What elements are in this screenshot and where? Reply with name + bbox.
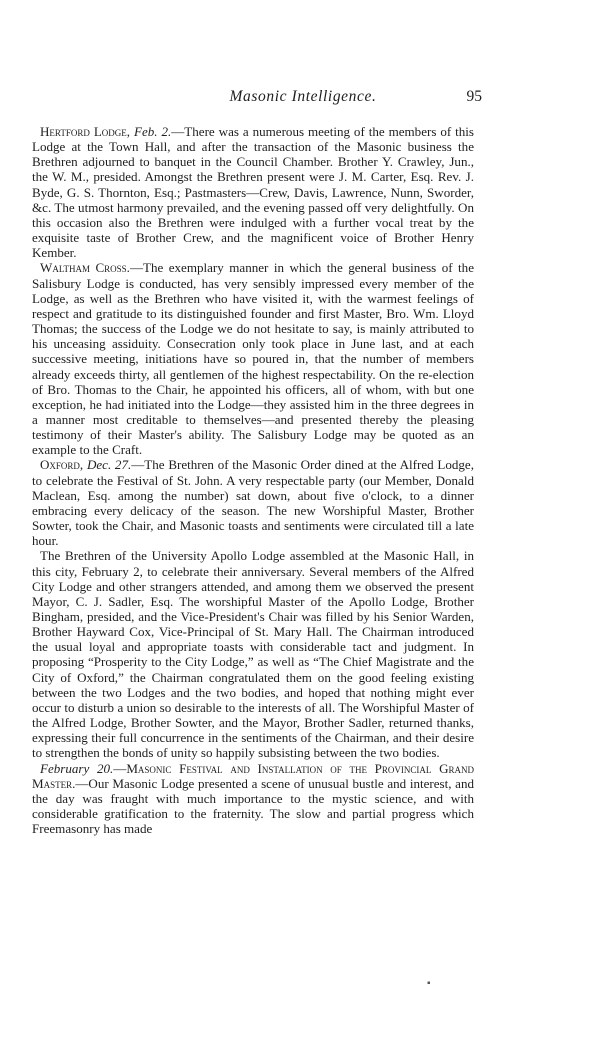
paragraph-festival: [32, 761, 474, 837]
date: Feb. 2.: [133, 124, 172, 139]
running-title: Masonic Intelligence.: [229, 88, 377, 105]
paragraph-hertford: [32, 124, 474, 260]
paragraph-text: —Our Masonic Lodge presented a scene of unusual bustle and interest, and the day was fraught with much importance to the mystic science, and with considerable gratification to the fraternity. The slow and partial progress which Freemasonry has made: [32, 775, 474, 837]
place-heading: Hertford Lodge,: [40, 124, 131, 139]
date: Dec. 27.: [86, 457, 132, 473]
paragraph-text: —The exemplary manner in which the general business of the Salisbury Lodge is conducted, has very sensibly impressed every member of the Lodge, as well as the Brethren who have visited it, with the warmest feelings of respect and gratitude to its distinguished founder and first Master, Bro. Wm. Lloyd Thomas; the success of the Lodge we do not hesitate to say, is mainly attributed to his unceasing assiduity. Consecration only took place in June last, and at each successive meeting, initiations have so poured in, that the number of members already exceeds thirty, all gentlemen of the highest respectability. On the re-election of Bro. Thomas to the Chair, he appointed his officers, all of whom, with but one exception, he had initiated into the Lodge—they assisted him in the three degrees in a manner most creditable to themselves—and presented thereby the pleasing testimony of their Master's ability. The Salisbury Lodge may be quoted as an example to the Craft.: [32, 260, 474, 458]
page-number: 95: [466, 88, 482, 105]
place-heading: Oxford,: [40, 457, 84, 473]
printer-mark: ▪: [427, 978, 431, 989]
paragraph-oxford: [32, 457, 474, 548]
paragraph-apollo: [32, 548, 474, 760]
place-heading: Waltham Cross.: [40, 260, 130, 276]
paragraph-text: —The Brethren of the Masonic Order dined at the Alfred Lodge, to celebrate the Festival of St. John. A very respectable party (our Member, Donald Maclean, Esq. among the number) sat down, about five o'clock, to a dinner embracing every delicacy of the season. The new Worshipful Master, Brother Sowter, took the Chair, and Masonic toasts and sentiments were circulated till a late hour.: [32, 457, 474, 549]
date: February 20.: [40, 760, 114, 776]
paragraph-text: —There was a numerous meeting of the members of this Lodge at the Town Hall, and after the transaction of the Masonic business the Brethren adjourned to banquet in the Council Chamber. Brother Y. Crawley, Jun., the W. M., presided. Amongst the Brethren present were J. M. Carter, Esq. Rev. J. Byde, G. S. Thornton, Esq.; Pastmasters—Crew, Davis, Lawrence, Nunn, Sworder, &c. The utmost harmony prevailed, and the evening passed off very delightfully. On this occasion also the Brethren were indulged with a further vocal treat by the exquisite taste of Brother Crew, and the magnificent voice of Brother Henry Kember.: [32, 124, 474, 261]
article-body: [32, 124, 474, 836]
paragraph-waltham: [32, 260, 474, 457]
running-head: [0, 88, 606, 112]
paragraph-text: The Brethren of the University Apollo Lodge assembled at the Masonic Hall, in this city, February 2, to celebrate their anniversary. Several members of the Alfred City Lodge and other strangers attended, and among them we observed the present Mayor, C. J. Sadler, Esq. The worshipful Master of the Apollo Lodge, Brother Bingham, presided, and the Vice-President's Chair was filled by his Senior Warden, Brother Hayward Cox, Vice-Principal of St. Mary Hall. The Chairman introduced the usual loyal and appropriate toasts with considerable tact and judgment. In proposing “Prosperity to the City Lodge,” as well as “The Chief Magistrate and the City of Oxford,” the Chairman congratulated them on the good feeling existing between the two Lodges and the two bodies, and hoped that nothing might ever occur to disturb a union so desirable to the interests of all. The Worshipful Master of the Alfred Lodge, Brother Sowter, and the Mayor, Brother Sadler, returned thanks, expressing their full concurrence in the sentiments of the Chairman, and their desire to strengthen the bonds of unity so happily subsisting between the two bodies.: [32, 548, 474, 761]
section-heading: —Masonic Festival and Installation of the Provincial Grand Master.: [32, 760, 474, 791]
